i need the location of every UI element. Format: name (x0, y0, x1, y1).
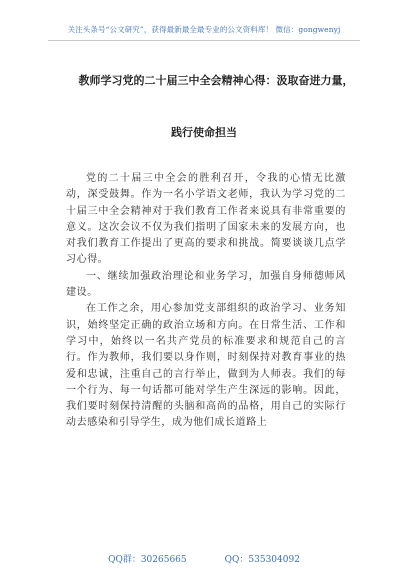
footer-contact (0, 552, 408, 565)
document-body (66, 171, 346, 432)
footer-qq: QQ：535304092 (224, 555, 300, 565)
paragraph-section-body: 在工作之余，用心参加党支部组织的政治学习、业务知识，始终坚定正确的政治立场和方向。在日常生活、工作和学习中，始终以一名共产党员的标准要求和规范自己的言行。作为教师，我们要以身作则，时刻保持对教育事业的热爱和忠诚，注重自己的言行举止，做到为人师表。我们的每一个行为、每一句话都可能对学生产生深远的影响。因此，我们要时刻保持清醒的头脑和高尚的品格，用自己的实际行动去感染和引导学生，成为他们成长道路上 (66, 303, 346, 429)
paragraph-intro: 党的二十届三中全会的胜利召开，令我的心情无比激动，深受鼓舞。作为一名小学语文老师，我认为学习党的二十届三中全会精神对于我们教育工作者来说具有非常重要的意义。这次会议不仅为我们指明了国家未来的发展方向，也对我们教育工作提出了更高的要求和挑战。简要谈谈几点学习心得。 (66, 173, 346, 266)
footer-qq-group: QQ群：30265665 (108, 555, 187, 565)
header-banner: 关注头条号“公文研究”，获得最新最全最专业的公文资料库！ 微信：gongwenyj (67, 25, 341, 34)
document-title-line-2: 践行使命担当 (171, 126, 237, 139)
header-divider (48, 40, 360, 41)
paragraph-section-heading: 一、继续加强政治理论和业务学习，加强自身师德师风建设。 (66, 270, 346, 299)
document-title-line-1: 教师学习党的二十届三中全会精神心得：汲取奋进力量， (78, 74, 354, 87)
